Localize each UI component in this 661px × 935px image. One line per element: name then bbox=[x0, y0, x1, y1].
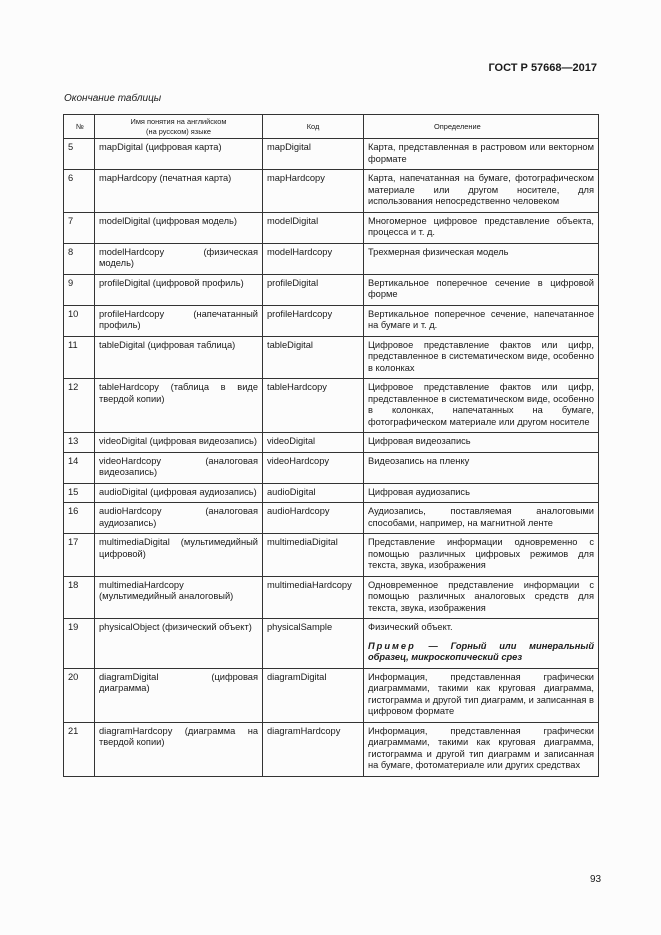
term-code: diagramHardcopy bbox=[263, 722, 364, 776]
header-num: № bbox=[64, 115, 95, 139]
term-definition bbox=[364, 433, 599, 453]
term-name: diagramDigital (цифровая диаграмма) bbox=[95, 668, 263, 722]
definition-text: Цифровая аудиозапись bbox=[368, 486, 470, 497]
row-number: 21 bbox=[64, 722, 95, 776]
term-name: audioDigital (цифровая аудиозапись) bbox=[95, 483, 263, 503]
term-name: tableDigital (цифровая таблица) bbox=[95, 336, 263, 379]
term-definition bbox=[364, 212, 599, 243]
term-name: physicalObject (физический объект) bbox=[95, 619, 263, 669]
term-name: multimediaDigital (мультимедийный цифровой) bbox=[95, 534, 263, 577]
term-code: multimediaDigital bbox=[263, 534, 364, 577]
table-row bbox=[64, 576, 599, 619]
table-row bbox=[64, 212, 599, 243]
header-code: Код bbox=[263, 115, 364, 139]
term-name: audioHardcopy (аналоговая аудиозапись) bbox=[95, 503, 263, 534]
row-number: 13 bbox=[64, 433, 95, 453]
header-name-line1: Имя понятия на английском bbox=[130, 117, 227, 126]
term-name: videoDigital (цифровая видеозапись) bbox=[95, 433, 263, 453]
term-name: profileHardcopy (напечатанный профиль) bbox=[95, 305, 263, 336]
example-label: Пример bbox=[368, 640, 416, 651]
term-definition bbox=[364, 534, 599, 577]
table-row bbox=[64, 379, 599, 433]
table-row bbox=[64, 534, 599, 577]
standard-code: ГОСТ Р 57668—2017 bbox=[488, 62, 597, 74]
term-name: videoHardcopy (аналоговая видеозапись) bbox=[95, 452, 263, 483]
row-number: 9 bbox=[64, 274, 95, 305]
example-text: — Горный или минеральный образец, микроскопический срез bbox=[368, 640, 594, 662]
row-number: 19 bbox=[64, 619, 95, 669]
definition-text: Цифровое представление фактов или цифр, представленное в систематическом виде, особенно в колонках bbox=[368, 339, 594, 373]
term-code: tableHardcopy bbox=[263, 379, 364, 433]
term-code: audioHardcopy bbox=[263, 503, 364, 534]
term-code: mapDigital bbox=[263, 139, 364, 170]
term-definition bbox=[364, 170, 599, 213]
term-definition bbox=[364, 274, 599, 305]
example-note bbox=[368, 641, 594, 664]
definition-text: Физический объект. bbox=[368, 622, 453, 632]
definition-text: Вертикальное поперечное сечение, напечатанное на бумаге и т. д. bbox=[368, 308, 594, 330]
definition-text: Цифровое представление фактов или цифр, представленное в систематическом виде, особенно в колонках, напечатанных на бумаге, фотографическом материале или другом носителе bbox=[368, 382, 594, 427]
row-number: 5 bbox=[64, 139, 95, 170]
header-name-line2: (на русском) языке bbox=[146, 126, 211, 136]
term-code: videoDigital bbox=[263, 433, 364, 453]
definition-text: Цифровая видеозапись bbox=[368, 436, 471, 446]
row-number: 17 bbox=[64, 534, 95, 577]
table-row bbox=[64, 452, 599, 483]
table-row bbox=[64, 503, 599, 534]
definition-text: Карта, напечатанная на бумаге, фотографическом материале или другом носителе, для использования непосредственно человеком bbox=[368, 173, 594, 206]
term-definition bbox=[364, 722, 599, 776]
definition-text: Многомерное цифровое представление объекта, процесса и т. д. bbox=[368, 215, 594, 237]
term-code: mapHardcopy bbox=[263, 170, 364, 213]
row-number: 20 bbox=[64, 668, 95, 722]
term-code: profileHardcopy bbox=[263, 305, 364, 336]
row-number: 18 bbox=[64, 576, 95, 619]
term-definition bbox=[364, 336, 599, 379]
header-definition: Определение bbox=[364, 115, 599, 139]
table-row bbox=[64, 243, 599, 274]
table-header-row bbox=[64, 115, 599, 139]
definition-text: Карта, представленная в растровом или векторном формате bbox=[368, 142, 594, 164]
definition-text: Видеозапись на пленку bbox=[368, 455, 470, 466]
term-name: mapHardcopy (печатная карта) bbox=[95, 170, 263, 213]
row-number: 6 bbox=[64, 170, 95, 213]
table-body bbox=[64, 139, 599, 777]
term-code: videoHardcopy bbox=[263, 452, 364, 483]
page-number: 93 bbox=[590, 874, 602, 885]
term-code: physicalSample bbox=[263, 619, 364, 669]
definition-text: Информация, представленная графически диаграммами, такими как круговая диаграмма, гистограмма и другой тип диаграмм и записанная на бумаге, фотоматериале или других средствах bbox=[368, 725, 594, 770]
table-row bbox=[64, 619, 599, 669]
term-definition bbox=[364, 305, 599, 336]
term-code: multimediaHardcopy bbox=[263, 576, 364, 619]
term-code: profileDigital bbox=[263, 274, 364, 305]
term-code: tableDigital bbox=[263, 336, 364, 379]
term-code: diagramDigital bbox=[263, 668, 364, 722]
table-row bbox=[64, 139, 599, 170]
table-row bbox=[64, 722, 599, 776]
header-name bbox=[95, 115, 263, 139]
term-definition bbox=[364, 379, 599, 433]
table-row bbox=[64, 305, 599, 336]
term-name: modelDigital (цифровая модель) bbox=[95, 212, 263, 243]
definition-text: Трехмерная физическая модель bbox=[368, 246, 509, 257]
row-number: 16 bbox=[64, 503, 95, 534]
row-number: 12 bbox=[64, 379, 95, 433]
term-name: modelHardcopy (физическая модель) bbox=[95, 243, 263, 274]
table-row bbox=[64, 170, 599, 213]
row-number: 8 bbox=[64, 243, 95, 274]
row-number: 10 bbox=[64, 305, 95, 336]
term-code: modelDigital bbox=[263, 212, 364, 243]
term-definition bbox=[364, 243, 599, 274]
term-definition bbox=[364, 619, 599, 669]
row-number: 14 bbox=[64, 452, 95, 483]
definition-text: Вертикальное поперечное сечение в цифровой форме bbox=[368, 277, 594, 299]
terms-table bbox=[63, 114, 599, 777]
table-row bbox=[64, 668, 599, 722]
table-caption: Окончание таблицы bbox=[64, 93, 162, 104]
term-definition bbox=[364, 452, 599, 483]
term-name: diagramHardcopy (диаграмма на твердой копии) bbox=[95, 722, 263, 776]
table-row bbox=[64, 433, 599, 453]
definition-text: Представление информации одновременно с помощью различных цифровых режимов для текста, звука, изображения bbox=[368, 537, 594, 570]
row-number: 11 bbox=[64, 336, 95, 379]
term-name: profileDigital (цифровой профиль) bbox=[95, 274, 263, 305]
table-row bbox=[64, 483, 599, 503]
term-name: multimediaHardcopy (мультимедийный аналоговый) bbox=[95, 576, 263, 619]
definition-text: Аудиозапись, поставляемая аналоговыми способами, например, на магнитной ленте bbox=[368, 506, 594, 528]
term-code: audioDigital bbox=[263, 483, 364, 503]
term-definition bbox=[364, 668, 599, 722]
term-name: tableHardcopy (таблица в виде твердой копии) bbox=[95, 379, 263, 433]
table-row bbox=[64, 336, 599, 379]
term-definition bbox=[364, 503, 599, 534]
table-row bbox=[64, 274, 599, 305]
term-definition bbox=[364, 139, 599, 170]
definition-text: Одновременное представление информации с помощью различных аналоговых средств для текста, звука, изображения bbox=[368, 579, 594, 613]
term-name: mapDigital (цифровая карта) bbox=[95, 139, 263, 170]
term-definition bbox=[364, 576, 599, 619]
term-code: modelHardcopy bbox=[263, 243, 364, 274]
row-number: 7 bbox=[64, 212, 95, 243]
definition-text: Информация, представленная графически диаграммами, такими как круговая диаграмма, гистограмма и другой тип диаграмм, и записанная в цифровом формате bbox=[368, 671, 594, 716]
term-definition bbox=[364, 483, 599, 503]
row-number: 15 bbox=[64, 483, 95, 503]
